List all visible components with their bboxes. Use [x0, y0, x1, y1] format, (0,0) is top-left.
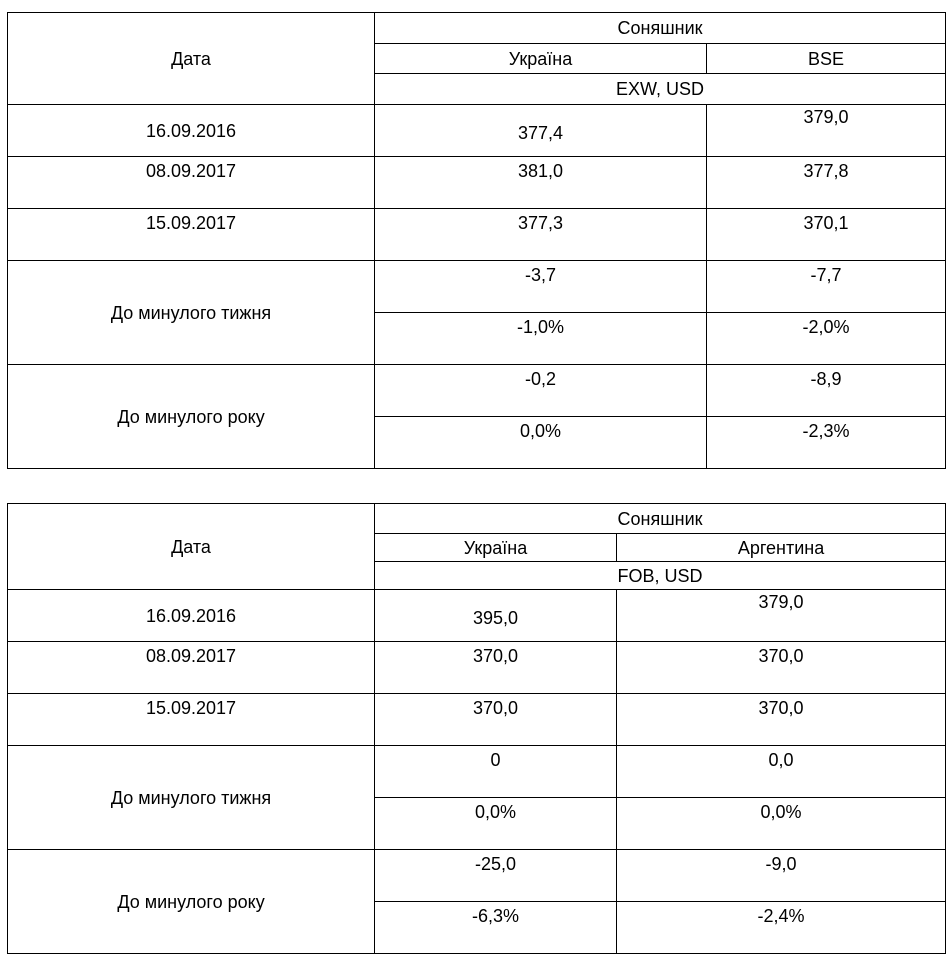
- table-row: [8, 642, 946, 694]
- bse-price-cell: 370,1: [707, 209, 946, 261]
- table-row: [8, 157, 946, 209]
- basis-header: EXW, USD: [375, 74, 946, 105]
- ukraine-year-pct-cell: -6,3%: [375, 902, 617, 954]
- ukraine-price-cell: 370,0: [375, 694, 617, 746]
- ukraine-header: Україна: [375, 534, 617, 562]
- ukraine-price-cell: 370,0: [375, 642, 617, 694]
- bse-year-pct-cell: -2,3%: [707, 417, 946, 469]
- year-change-row: [8, 850, 946, 902]
- argentina-year-pct-cell: -2,4%: [617, 902, 946, 954]
- week-change-row: [8, 746, 946, 798]
- ukraine-week-abs-cell: 0: [375, 746, 617, 798]
- date-cell: 16.09.2016: [8, 105, 375, 157]
- argentina-header: Аргентина: [617, 534, 946, 562]
- date-cell: 15.09.2017: [8, 209, 375, 261]
- argentina-week-pct-cell: 0,0%: [617, 798, 946, 850]
- ukraine-price-cell: 377,3: [375, 209, 707, 261]
- date-cell: 16.09.2016: [8, 590, 375, 642]
- argentina-price-cell: 370,0: [617, 642, 946, 694]
- table-row: [8, 209, 946, 261]
- date-header: Дата: [8, 504, 375, 590]
- ukraine-price-cell: 395,0: [375, 590, 617, 642]
- table-row: [8, 105, 946, 157]
- argentina-year-abs-cell: -9,0: [617, 850, 946, 902]
- ukraine-price-cell: 377,4: [375, 105, 707, 157]
- ukraine-year-abs-cell: -25,0: [375, 850, 617, 902]
- argentina-price-cell: 370,0: [617, 694, 946, 746]
- argentina-price-cell: 379,0: [617, 590, 946, 642]
- ukraine-year-abs-cell: -0,2: [375, 365, 707, 417]
- year-change-label: До минулого року: [8, 365, 375, 469]
- ukraine-week-pct-cell: 0,0%: [375, 798, 617, 850]
- bse-header: BSE: [707, 44, 946, 74]
- date-header: Дата: [8, 13, 375, 105]
- ukraine-week-abs-cell: -3,7: [375, 261, 707, 313]
- ukraine-header: Україна: [375, 44, 707, 74]
- ukraine-year-pct-cell: 0,0%: [375, 417, 707, 469]
- ukraine-price-cell: 381,0: [375, 157, 707, 209]
- week-change-label: До минулого тижня: [8, 746, 375, 850]
- bse-week-abs-cell: -7,7: [707, 261, 946, 313]
- bse-year-abs-cell: -8,9: [707, 365, 946, 417]
- exw-price-table: [7, 12, 946, 469]
- crop-header: Соняшник: [375, 504, 946, 534]
- year-change-label: До минулого року: [8, 850, 375, 954]
- table-row: [8, 694, 946, 746]
- date-cell: 08.09.2017: [8, 157, 375, 209]
- week-change-row: [8, 261, 946, 313]
- ukraine-week-pct-cell: -1,0%: [375, 313, 707, 365]
- year-change-row: [8, 365, 946, 417]
- week-change-label: До минулого тижня: [8, 261, 375, 365]
- bse-week-pct-cell: -2,0%: [707, 313, 946, 365]
- bse-price-cell: 377,8: [707, 157, 946, 209]
- fob-price-table: [7, 503, 946, 954]
- table-row: [8, 590, 946, 642]
- crop-header: Соняшник: [375, 13, 946, 44]
- date-cell: 15.09.2017: [8, 694, 375, 746]
- bse-price-cell: 379,0: [707, 105, 946, 157]
- date-cell: 08.09.2017: [8, 642, 375, 694]
- argentina-week-abs-cell: 0,0: [617, 746, 946, 798]
- basis-header: FOB, USD: [375, 562, 946, 590]
